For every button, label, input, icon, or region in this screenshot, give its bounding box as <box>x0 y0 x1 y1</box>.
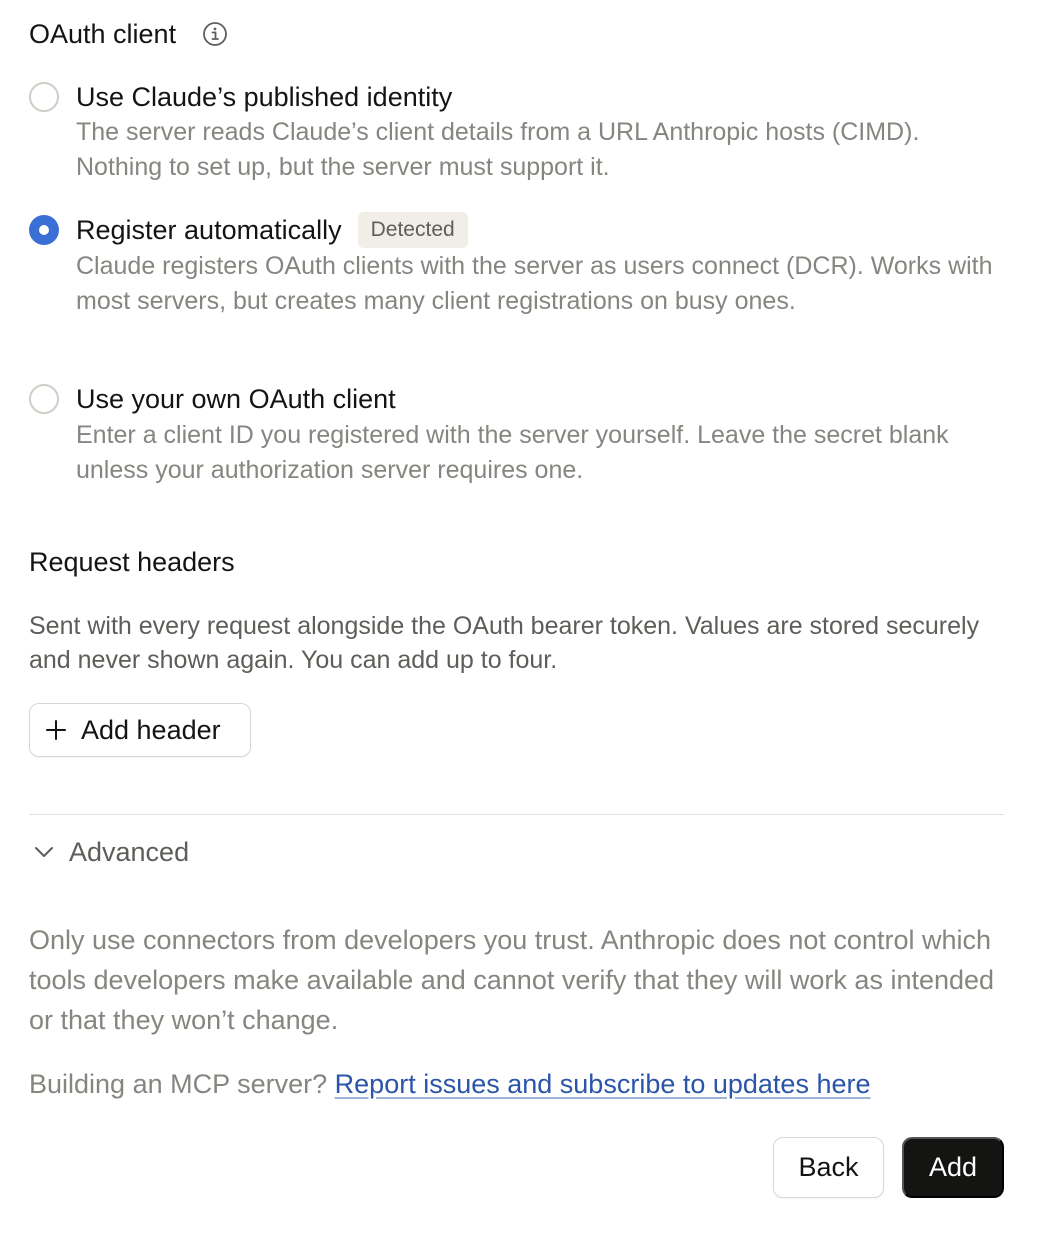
radio-published-identity[interactable] <box>29 82 59 112</box>
advanced-label: Advanced <box>69 836 190 867</box>
option-description-own-client: Enter a client ID you registered with the server yourself. Leave the secret blank unless your authorization server requires one. <box>76 421 949 484</box>
option-description-published-identity: The server reads Claude’s client details from a URL Anthropic hosts (CIMD). Nothing to set up, but the server must support it. <box>76 118 920 181</box>
oauth-client-title: OAuth client <box>29 18 177 49</box>
oauth-client-heading <box>29 14 228 54</box>
back-button[interactable]: Back <box>773 1137 884 1198</box>
option-label-own-client[interactable]: Use your own OAuth client <box>76 383 396 414</box>
plus-icon <box>45 719 67 741</box>
detected-badge: Detected <box>358 212 468 248</box>
radio-register-automatically[interactable] <box>29 215 59 245</box>
radio-own-client[interactable] <box>29 384 59 414</box>
report-issues-link[interactable]: Report issues and subscribe to updates here <box>334 1069 871 1099</box>
request-headers-heading: Request headers <box>29 547 235 577</box>
mcp-footer-note <box>29 1064 1004 1104</box>
option-label-text: Register automatically <box>76 214 342 245</box>
option-label-register-automatically[interactable] <box>76 212 468 248</box>
section-divider <box>29 814 1004 815</box>
request-headers-description: Sent with every request alongside the OAuth bearer token. Values are stored securely and never shown again. You can add up to four. <box>29 612 980 674</box>
info-icon[interactable] <box>202 21 228 47</box>
footer-prefix: Building an MCP server? <box>29 1069 328 1099</box>
chevron-down-icon <box>33 841 55 863</box>
option-description-register-automatically: Claude registers OAuth clients with the server as users connect (DCR). Works with most servers, but creates many client registrations on busy ones. <box>76 252 993 315</box>
trust-warning: Only use connectors from developers you trust. Anthropic does not control which tools developers make available and cannot verify that they will work as intended or that they won’t change. <box>29 925 995 1035</box>
add-button[interactable]: Add <box>902 1137 1004 1198</box>
option-label-published-identity[interactable]: Use Claude’s published identity <box>76 81 453 112</box>
add-header-button[interactable] <box>29 703 251 757</box>
advanced-toggle[interactable] <box>29 832 189 872</box>
add-header-label: Add header <box>81 714 221 745</box>
